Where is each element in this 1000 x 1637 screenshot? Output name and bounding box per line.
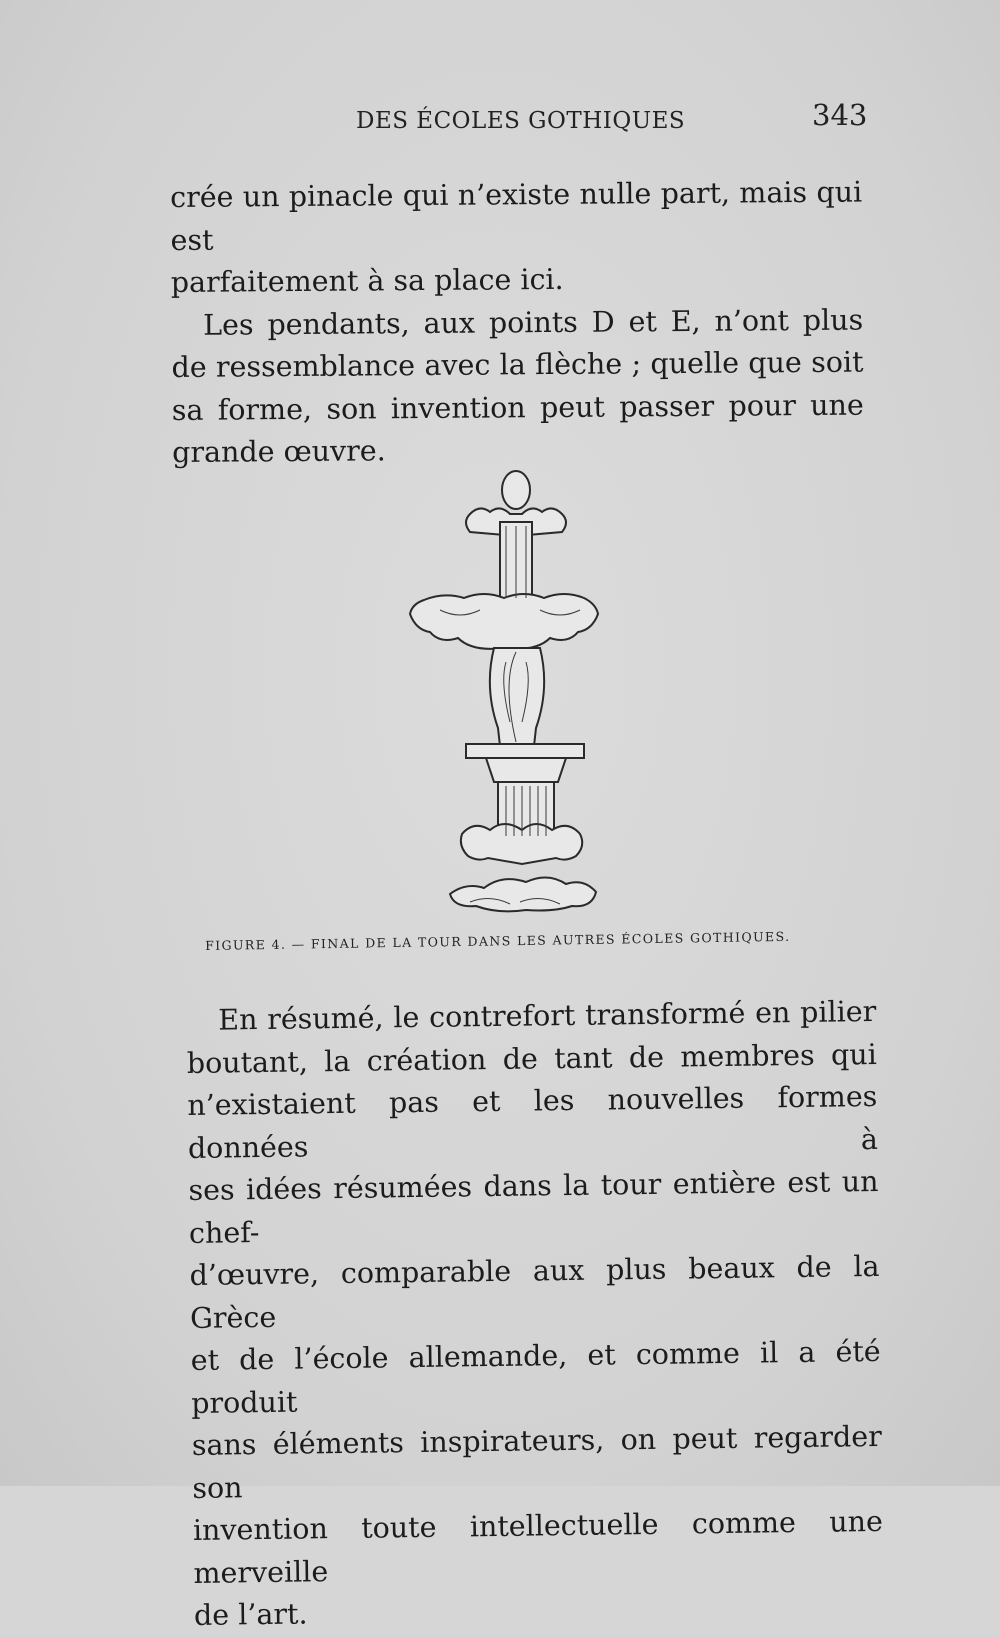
text-line: grande œuvre. bbox=[172, 434, 386, 469]
text-line: ses idées résumées dans la tour entière est un chef- bbox=[188, 1164, 879, 1250]
finial-abacus bbox=[466, 744, 584, 758]
finial-base-foliage bbox=[450, 877, 596, 911]
text-line: de l’art. bbox=[193, 1597, 308, 1632]
text-line: sans éléments inspirateurs, on peut regarder son bbox=[191, 1419, 882, 1505]
text-line: n’existaient pas et les nouvelles formes données à bbox=[187, 1079, 879, 1165]
running-title: DES ÉCOLES GOTHIQUES bbox=[356, 108, 686, 134]
text-line: et de l’école allemande, et comme il a été produit bbox=[190, 1334, 881, 1420]
page-number: 343 bbox=[812, 98, 868, 132]
gothic-finial-illustration bbox=[410, 462, 610, 932]
text-line: de ressemblance avec la flèche ; quelle que soit bbox=[171, 345, 864, 384]
text-line: crée un pinacle qui n’existe nulle part, mais qui est bbox=[170, 175, 863, 257]
paragraph-bottom bbox=[186, 991, 884, 1637]
text-line: invention toute intellectuelle comme une merveille bbox=[192, 1504, 884, 1590]
finial-bud bbox=[502, 471, 530, 509]
text-line: boutant, la création de tant de membres qui bbox=[186, 1037, 877, 1080]
text-line: Les pendants, aux points D et E, n’ont plus bbox=[203, 303, 864, 342]
figure-caption: FIGURE 4. — FINAL DE LA TOUR DANS LES AUTRES ÉCOLES GOTHIQUES. bbox=[205, 928, 791, 953]
finial-main-cross bbox=[410, 594, 598, 649]
text-line: parfaitement à sa place ici. bbox=[170, 262, 564, 299]
finial-capital bbox=[486, 758, 566, 782]
finial-leaf-stem bbox=[490, 648, 544, 746]
text-line: sa forme, son invention peut passer pour une bbox=[171, 388, 864, 427]
paragraph-top bbox=[170, 172, 864, 475]
text-line: d’œuvre, comparable aux plus beaux de la Grèce bbox=[189, 1249, 880, 1335]
text-line: En résumé, le contrefort transformé en pilier bbox=[218, 994, 877, 1037]
